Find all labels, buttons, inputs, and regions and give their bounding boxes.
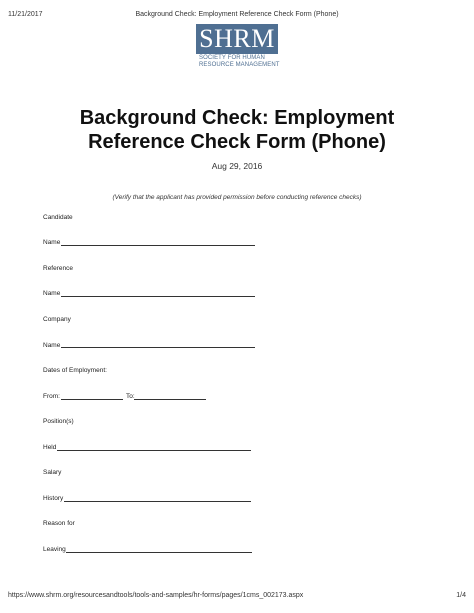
to-label: To: [126, 393, 135, 400]
held-label: Held [43, 444, 57, 451]
logo-subtitle-line2: RESOURCE MANAGEMENT [199, 61, 280, 68]
positions-label: Position(s) [43, 418, 74, 425]
document-date: Aug 29, 2016 [211, 161, 263, 171]
reason-for-label: Reason for [43, 520, 75, 527]
document-title-line1: Background Check: Employment [79, 107, 395, 129]
document-title-line2: Reference Check Form (Phone) [88, 131, 386, 153]
salary-history-field[interactable] [64, 501, 251, 502]
footer-url: https://www.shrm.org/resourcesandtools/tools-and-samples/hr-forms/pages/1cms_002173.aspx [8, 592, 304, 599]
document-title [0, 106, 474, 154]
company-section-label: Company [43, 316, 71, 323]
verify-note: (Verify that the applicant has provided permission before conducting reference checks) [112, 194, 362, 201]
logo-subtitle-line1: SOCIETY FOR HUMAN [199, 55, 265, 61]
to-date-field[interactable] [134, 399, 206, 400]
leaving-label: Leaving [43, 546, 66, 553]
candidate-name-label: Name [43, 239, 61, 246]
candidate-section-label: Candidate [43, 214, 73, 221]
page-number: 1/4 [456, 592, 466, 599]
logo-wordmark: SHRM [196, 24, 278, 54]
print-header-title: Background Check: Employment Reference Check Form (Phone) [135, 11, 339, 18]
company-name-field[interactable] [61, 347, 255, 348]
reason-for-leaving-field[interactable] [66, 552, 252, 553]
from-date-field[interactable] [61, 399, 123, 400]
salary-label: Salary [43, 469, 62, 476]
logo-subtitle [199, 55, 289, 68]
print-date: 11/21/2017 [8, 11, 43, 18]
reference-section-label: Reference [43, 265, 73, 272]
dates-of-employment-label: Dates of Employment: [43, 367, 107, 374]
shrm-logo [196, 24, 278, 74]
candidate-name-field[interactable] [61, 245, 255, 246]
history-label: History [43, 495, 64, 502]
reference-name-field[interactable] [61, 296, 255, 297]
company-name-label: Name [43, 342, 61, 349]
from-label: From: [43, 393, 60, 400]
reference-name-label: Name [43, 290, 61, 297]
positions-held-field[interactable] [57, 450, 251, 451]
